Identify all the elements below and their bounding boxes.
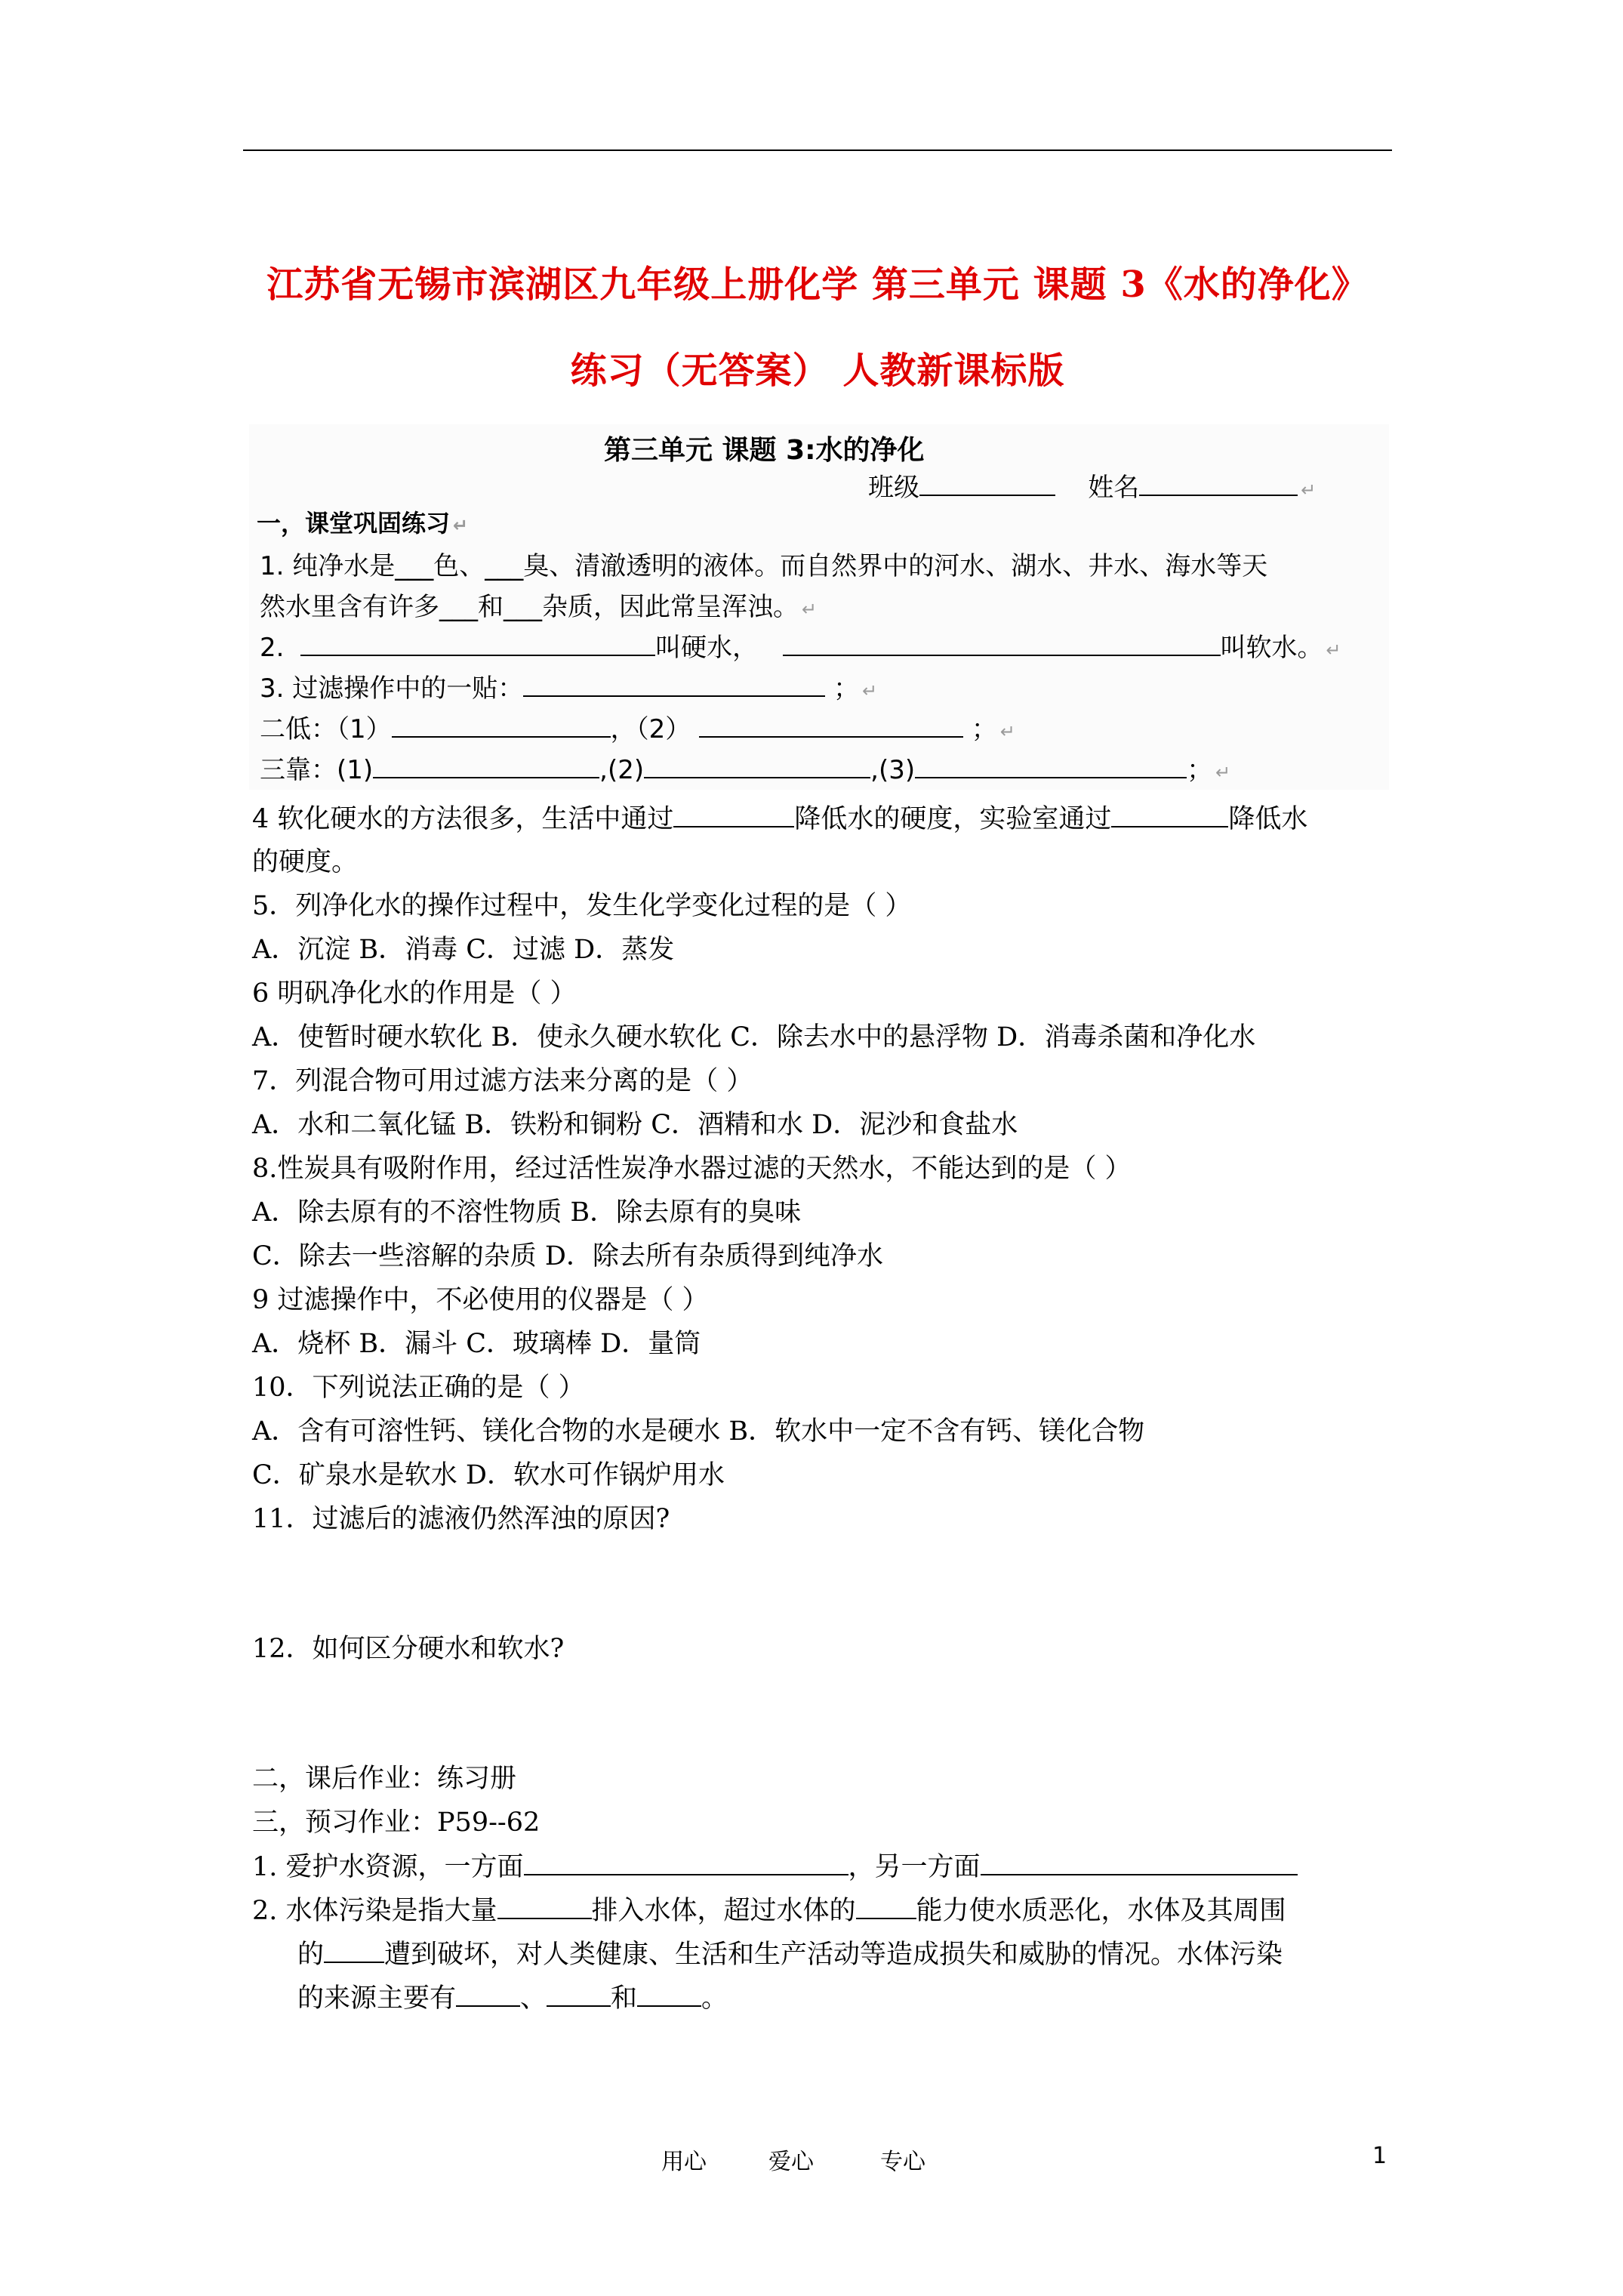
p2-blank-5 — [547, 1983, 611, 2007]
q8-options-1: A．除去原有的不溶性物质 B．除去原有的臭味 — [252, 1197, 802, 1228]
q9: 9 过滤操作中，不必使用的仪器是（ ） — [252, 1285, 709, 1315]
q2-hard-blank — [300, 632, 655, 656]
p2-blank-1 — [497, 1895, 592, 1919]
scan-heading: 第三单元 课题 3:水的净化 — [604, 435, 925, 466]
p2-blank-6 — [637, 1983, 701, 2007]
q4-line2: 的硬度。 — [252, 847, 359, 877]
sankao-blank-3 — [915, 754, 1187, 778]
q4-blank-2 — [1111, 803, 1228, 827]
footer-zhuanxin: 专心 — [880, 2149, 925, 2175]
q4-line1: 4 软化硬水的方法很多，生活中通过 降低水的硬度，实验室通过 降低水 — [252, 804, 1308, 834]
footer-aixin: 爱心 — [768, 2149, 814, 2175]
preview-q1: 1. 爱护水资源，一方面 ，另一方面 — [252, 1851, 1298, 1882]
document-title-line2: 练习（无答案） 人教新课标版 — [570, 350, 1065, 392]
p2-blank-3 — [324, 1939, 384, 1963]
q3-line: 3. 过滤操作中的一贴： ； ↵ — [260, 673, 878, 704]
preview-q2-line1: 2. 水体污染是指大量 排入水体，超过水体的 能力使水质恶化，水体及其周围 — [252, 1896, 1286, 1926]
erdi-blank-2 — [699, 713, 963, 738]
preview-q2-line2: 的 遭到破坏，对人类健康、生活和生产活动等造成损失和威胁的情况。水体污染 — [297, 1940, 1283, 1970]
q12: 12．如何区分硬水和软水? — [252, 1634, 565, 1664]
header-rule — [243, 149, 1392, 151]
section3-heading: 三，预习作业：P59--62 — [252, 1808, 540, 1838]
p1-blank-2 — [981, 1851, 1298, 1875]
q2-line: 2. 叫硬水， 叫软水。 ↵ — [260, 633, 1341, 663]
class-name-line: 班级 姓名 ↵ — [868, 473, 1317, 503]
scanned-worksheet-image — [249, 424, 1389, 790]
q6-options: A．使暂时硬水软化 B．使永久硬水软化 C．除去水中的悬浮物 D．消毒杀菌和净化水 — [252, 1022, 1256, 1052]
q7: 7．列混合物可用过滤方法来分离的是（ ） — [252, 1066, 753, 1096]
name-label: 姓名 — [1088, 473, 1140, 503]
q10-options-2: C．矿泉水是软水 D．软水可作锅炉用水 — [252, 1460, 725, 1490]
q4-blank-1 — [673, 803, 794, 827]
name-blank — [1139, 472, 1298, 496]
sankao-blank-2 — [644, 754, 870, 778]
sankao-blank-1 — [373, 754, 599, 778]
sankao-line: 三靠：(1) ,(2) ,(3) ； ↵ — [260, 755, 1231, 785]
footer-yongxin: 用心 — [661, 2149, 707, 2175]
erdi-line: 二低：（1） ，（2） ； ↵ — [260, 714, 1016, 744]
p2-blank-2 — [856, 1895, 916, 1919]
q1-line1: 1. 纯净水是___色、___臭、清澈透明的液体。而自然界中的河水、湖水、井水、海水等天 — [260, 551, 1268, 581]
section2-heading: 二，课后作业：练习册 — [252, 1764, 517, 1794]
class-blank — [919, 472, 1055, 496]
class-label: 班级 — [868, 473, 919, 503]
q5: 5．列净化水的操作过程中，发生化学变化过程的是（ ） — [252, 891, 912, 921]
q9-options: A．烧杯 B．漏斗 C．玻璃棒 D．量筒 — [252, 1329, 701, 1359]
p1-blank-1 — [524, 1851, 848, 1875]
q7-options: A．水和二氧化锰 B．铁粉和铜粉 C．酒精和水 D．泥沙和食盐水 — [252, 1110, 1018, 1140]
q10-options-1: A．含有可溶性钙、镁化合物的水是硬水 B．软水中一定不含有钙、镁化合物 — [252, 1416, 1145, 1447]
section1-heading: 一，课堂巩固练习 ↵ — [257, 509, 469, 538]
preview-q2-line3: 的来源主要有 、 和 。 — [297, 1983, 728, 2014]
q10: 10．下列说法正确的是（ ） — [252, 1373, 585, 1403]
page-number: 1 — [1372, 2143, 1387, 2169]
q6: 6 明矾净化水的作用是（ ） — [252, 978, 577, 1009]
q11: 11．过滤后的滤液仍然浑浊的原因? — [252, 1504, 670, 1534]
erdi-blank-1 — [392, 713, 611, 738]
q8: 8.性炭具有吸附作用，经过活性炭净水器过滤的天然水，不能达到的是（ ） — [252, 1154, 1132, 1184]
q1-line2: 然水里含有许多___和___杂质，因此常呈浑浊。 ↵ — [260, 592, 818, 622]
q2-soft-blank — [783, 632, 1221, 656]
q3-blank — [523, 673, 825, 697]
q8-options-2: C．除去一些溶解的杂质 D．除去所有杂质得到纯净水 — [252, 1241, 883, 1271]
p2-blank-4 — [456, 1983, 520, 2007]
q5-options: A．沉淀 B．消毒 C．过滤 D．蒸发 — [252, 935, 675, 965]
document-title-line1: 江苏省无锡市滨湖区九年级上册化学 第三单元 课题 3《水的净化》 — [266, 264, 1369, 306]
